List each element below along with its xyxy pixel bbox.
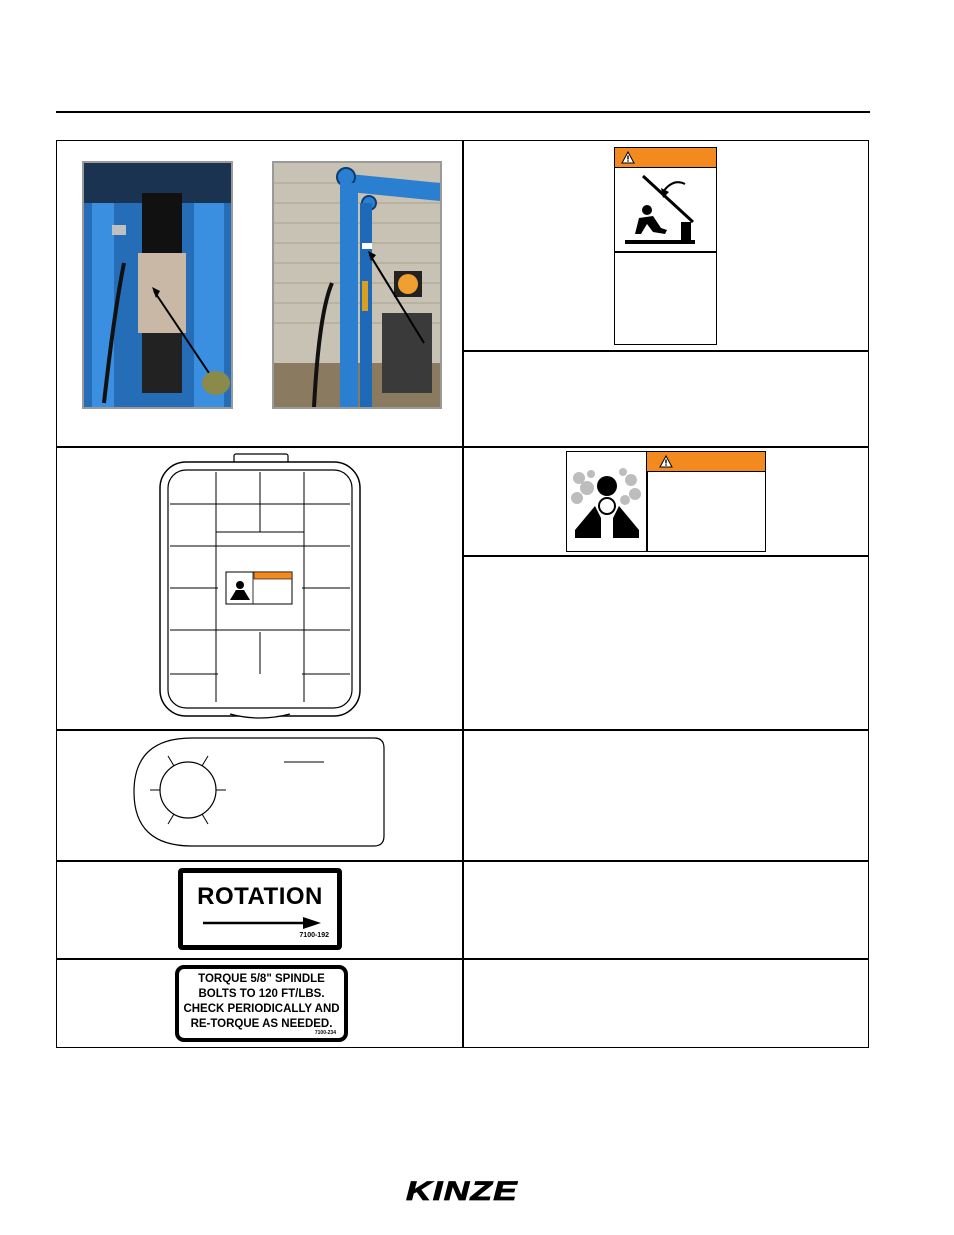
bolt-pattern-decal	[132, 736, 386, 850]
torque-text-line: TORQUE 5/8" SPINDLE	[198, 973, 325, 985]
table-row-divider	[56, 446, 869, 448]
warning-header	[615, 148, 716, 168]
warning-triangle-icon	[621, 151, 635, 164]
svg-text:KINZE: KINZE	[406, 1176, 518, 1204]
torque-text-line: BOLTS TO 120 FT/LBS.	[198, 988, 325, 1000]
table-row-divider	[56, 958, 869, 960]
photo-toolbar-frame	[272, 161, 442, 409]
rotation-decal	[178, 868, 342, 950]
decal-divider	[615, 251, 716, 253]
table-row-divider	[56, 860, 869, 862]
table-cell-divider	[462, 350, 869, 352]
table-column-divider	[462, 140, 464, 1048]
crush-hazard-pictogram	[623, 172, 709, 248]
torque-decal	[175, 965, 348, 1042]
torque-text-line: CHECK PERIODICALLY AND	[183, 1003, 340, 1015]
rotation-part-number: 7100-192	[299, 932, 329, 939]
warning-triangle-icon	[659, 455, 673, 468]
warning-header	[647, 452, 765, 472]
rotation-arrow-icon	[203, 917, 321, 929]
torque-text-line: RE-TORQUE AS NEEDED.	[190, 1018, 333, 1030]
inhalation-hazard-decal	[566, 451, 766, 552]
kinze-logo	[402, 1176, 522, 1204]
crush-hazard-decal	[614, 147, 717, 345]
torque-part-number: 7100-234	[314, 1030, 336, 1036]
inhalation-hazard-pictogram	[571, 458, 643, 546]
table-row-divider	[56, 729, 869, 731]
hopper-lid-diagram	[158, 452, 362, 724]
photo-hydraulic-cylinder	[82, 161, 233, 409]
header-rule	[56, 111, 870, 113]
rotation-title: ROTATION	[197, 883, 323, 910]
table-cell-divider	[462, 555, 869, 557]
